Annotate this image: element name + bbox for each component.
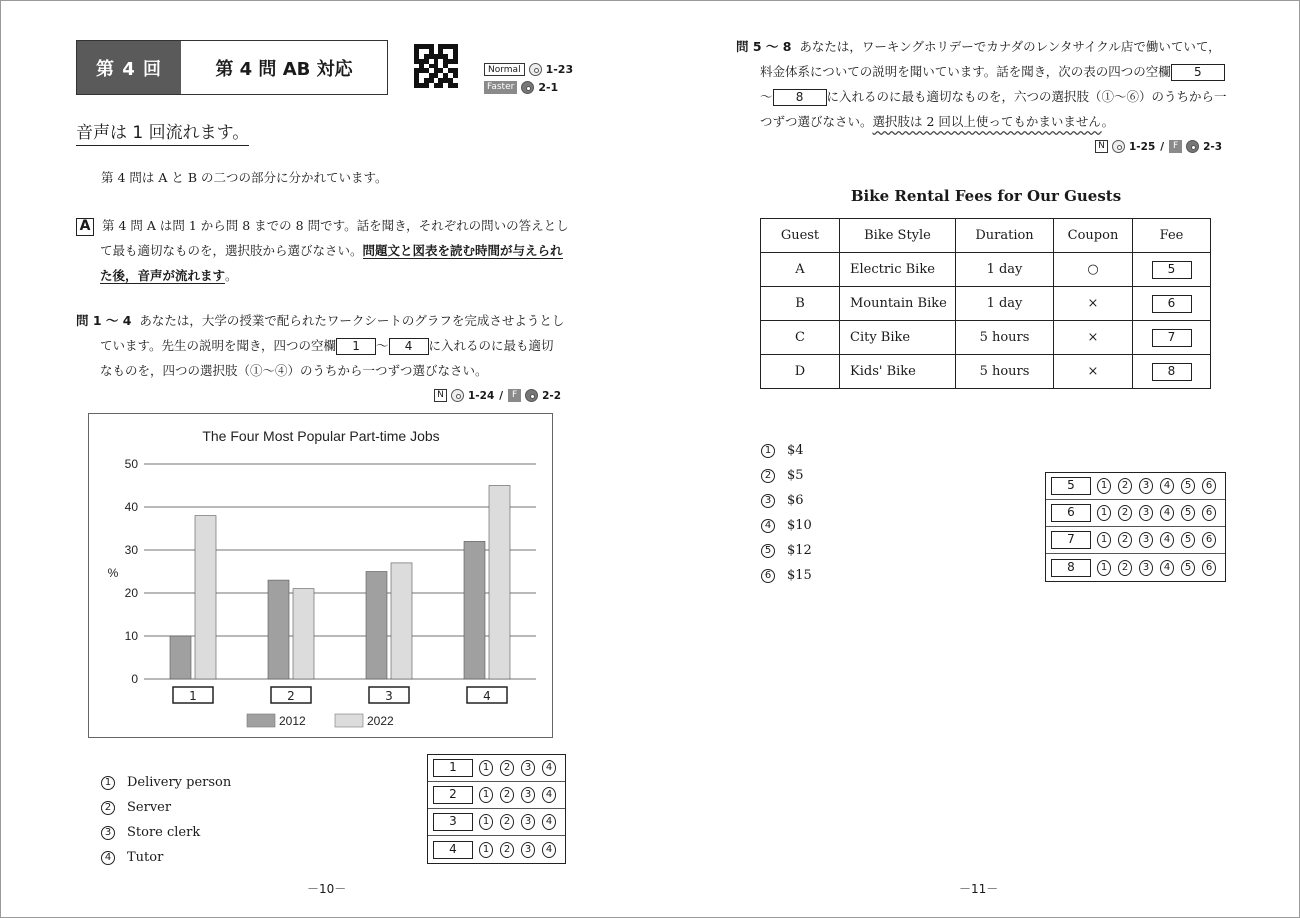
answer-bubble[interactable]: 3 [1139, 560, 1153, 576]
answer-row [428, 755, 565, 782]
round-label: 第 4 回 [77, 41, 181, 94]
fee-blank: 8 [1152, 363, 1192, 381]
cell-coupon: × [1054, 321, 1133, 355]
qr-code-icon[interactable] [414, 44, 458, 88]
cell-guest: D [761, 355, 840, 389]
blank-1: 1 [336, 338, 376, 355]
intro-text: 第 4 問は A と B の二つの部分に分かれています。 [101, 170, 388, 185]
cd-icon [1112, 140, 1125, 153]
option-item [761, 563, 812, 588]
answer-row [428, 809, 565, 836]
legend-label: 2022 [367, 714, 394, 728]
cd-icon [525, 389, 538, 402]
option-number: 5 [761, 544, 775, 558]
answer-bubble[interactable]: 2 [1118, 560, 1132, 576]
answer-bubble[interactable]: 5 [1181, 478, 1195, 494]
answer-bubble[interactable]: 3 [521, 787, 535, 803]
answer-bubble[interactable]: 4 [542, 842, 556, 858]
cell-duration: 5 hours [956, 321, 1054, 355]
answer-bubble[interactable]: 1 [479, 842, 493, 858]
tilde: 〜 [376, 338, 389, 353]
cell-coupon: × [1054, 287, 1133, 321]
answer-row [1046, 473, 1225, 500]
bar-2022-cat-2 [293, 589, 314, 679]
answer-bubble[interactable]: 3 [1139, 532, 1153, 548]
header-bike-style: Bike Style [840, 219, 956, 253]
option-text: Delivery person [127, 775, 232, 790]
header-fee: Fee [1133, 219, 1211, 253]
q5-8-tracks [1095, 140, 1222, 153]
y-tick-label: 0 [131, 672, 138, 686]
answer-bubble[interactable]: 2 [500, 814, 514, 830]
part-A-label: A [76, 218, 94, 236]
answer-bubble[interactable]: 4 [542, 760, 556, 776]
answer-bubble[interactable]: 1 [479, 760, 493, 776]
options-list-5-8 [761, 438, 812, 588]
option-number: 1 [101, 776, 115, 790]
answer-bubble[interactable]: 6 [1202, 560, 1216, 576]
legend-swatch [335, 714, 363, 727]
option-number: 1 [761, 444, 775, 458]
q1-4-line1: あなたは，大学の授業で配られたワークシートのグラフを完成させようとし [139, 313, 565, 328]
options-list-1-4 [101, 770, 231, 870]
q5-8-label: 問 5 〜 8 [736, 39, 792, 54]
audio-once-heading: 音声は 1 回流れます。 [76, 118, 249, 146]
header-coupon: Coupon [1054, 219, 1133, 253]
answer-bubble[interactable]: 4 [1160, 505, 1174, 521]
answer-number: 1 [433, 759, 473, 777]
answer-number: 5 [1051, 477, 1091, 495]
y-tick-label: 30 [124, 543, 138, 557]
q5-8-line1: あなたは，ワーキングホリデーでカナダのレンタサイクル店で働いていて， [799, 39, 1221, 54]
tilde: 〜 [760, 89, 773, 104]
bar-2022-cat-1 [195, 516, 216, 679]
answer-bubble[interactable]: 2 [500, 842, 514, 858]
answer-row [1046, 554, 1225, 581]
option-text: $12 [787, 543, 812, 558]
q1-4-line2b: に入れるのに最も適切 [428, 338, 554, 353]
answer-grid-5-8 [1045, 472, 1226, 582]
x-category-label: 3 [385, 689, 393, 703]
blank-4: 4 [389, 338, 429, 355]
option-item [761, 513, 812, 538]
cell-coupon: ○ [1054, 253, 1133, 287]
partA-instructions [76, 213, 571, 288]
option-number: 3 [761, 494, 775, 508]
option-number: 4 [761, 519, 775, 533]
q5-8-line4-end: 。 [1101, 114, 1115, 129]
answer-number: 8 [1051, 559, 1091, 577]
answer-number: 6 [1051, 504, 1091, 522]
legend-label: 2012 [279, 714, 306, 728]
option-text: $6 [787, 493, 804, 508]
answer-bubble[interactable]: 3 [521, 760, 535, 776]
faster-badge: F [508, 389, 521, 402]
cell-guest: B [761, 287, 840, 321]
option-text: Tutor [127, 850, 164, 865]
track-number: 1-25 [1129, 140, 1156, 153]
y-tick-label: 50 [124, 457, 138, 471]
chart-title: The Four Most Popular Part-time Jobs [202, 428, 440, 444]
answer-bubble[interactable]: 4 [1160, 560, 1174, 576]
partA-underlined-2: た後，音声が流れます [100, 268, 226, 283]
y-tick-label: 20 [124, 586, 138, 600]
answer-bubble[interactable]: 1 [1097, 560, 1111, 576]
track-normal [484, 63, 573, 76]
header-duration: Duration [956, 219, 1054, 253]
option-item [101, 770, 231, 795]
answer-bubble[interactable]: 5 [1181, 560, 1195, 576]
answer-row [1046, 527, 1225, 554]
page-number-left: －10－ [307, 882, 347, 896]
cd-icon [521, 81, 534, 94]
cell-fee [1133, 287, 1211, 321]
bar-2012-cat-1 [170, 636, 191, 679]
track-number: 2-3 [1203, 140, 1223, 153]
option-text: $15 [787, 568, 812, 583]
bar-2012-cat-4 [464, 541, 485, 679]
option-item [761, 463, 812, 488]
answer-number: 2 [433, 786, 473, 804]
q5-8-wavy-note: 選択肢は 2 回以上使ってもかまいません [872, 114, 1102, 129]
legend-swatch [247, 714, 275, 727]
answer-row [428, 836, 565, 863]
answer-bubble[interactable]: 6 [1202, 532, 1216, 548]
fee-blank: 7 [1152, 329, 1192, 347]
partA-line2: て最も適切なものを，選択肢から選びなさい。 [100, 243, 363, 258]
track-number: 1-23 [545, 63, 574, 76]
x-category-label: 2 [287, 689, 295, 703]
answer-bubble[interactable]: 6 [1202, 505, 1216, 521]
cell-style: Kids' Bike [840, 355, 956, 389]
answer-number: 7 [1051, 531, 1091, 549]
option-item [101, 845, 231, 870]
option-item [761, 538, 812, 563]
q1-4-line3: なものを，四つの選択肢（①〜④）のうちから一つずつ選びなさい。 [100, 363, 488, 378]
answer-bubble[interactable]: 6 [1202, 478, 1216, 494]
answer-bubble[interactable]: 1 [1097, 478, 1111, 494]
q5-8-line4: つずつ選びなさい。 [760, 114, 873, 129]
option-item [101, 795, 231, 820]
faster-badge: F [1169, 140, 1182, 153]
cell-fee [1133, 253, 1211, 287]
answer-bubble[interactable]: 3 [521, 814, 535, 830]
answer-bubble[interactable]: 4 [1160, 478, 1174, 494]
track-number: 2-1 [538, 81, 559, 94]
qr-module [453, 83, 458, 88]
q1-4-tracks [434, 389, 561, 402]
option-item [761, 488, 812, 513]
y-tick-label: 40 [124, 500, 138, 514]
answer-bubble[interactable]: 3 [521, 842, 535, 858]
cell-fee [1133, 321, 1211, 355]
blank-8: 8 [773, 89, 827, 106]
option-number: 3 [101, 826, 115, 840]
answer-bubble[interactable]: 1 [1097, 505, 1111, 521]
answer-bubble[interactable]: 1 [479, 814, 493, 830]
table-row [761, 253, 1211, 287]
partA-line3-end: 。 [225, 268, 238, 283]
blank-5: 5 [1171, 64, 1225, 81]
answer-bubble[interactable]: 2 [500, 760, 514, 776]
cell-guest: C [761, 321, 840, 355]
answer-bubble[interactable]: 5 [1181, 532, 1195, 548]
answer-row [1046, 500, 1225, 527]
table-title: Bike Rental Fees for Our Guests [850, 187, 1122, 205]
slash: / [1160, 140, 1165, 153]
option-number: 4 [101, 851, 115, 865]
answer-number: 3 [433, 813, 473, 831]
cell-style: City Bike [840, 321, 956, 355]
q5-8-instructions [736, 34, 1231, 134]
answer-bubble[interactable]: 2 [1118, 478, 1132, 494]
normal-badge: Normal [484, 63, 525, 76]
section-title-box [76, 40, 388, 95]
header-guest: Guest [761, 219, 840, 253]
option-number: 6 [761, 569, 775, 583]
faster-badge: Faster [484, 81, 517, 94]
bar-2012-cat-2 [268, 580, 289, 679]
bar-2022-cat-4 [489, 486, 510, 680]
answer-row [428, 782, 565, 809]
option-item [761, 438, 812, 463]
table-header-row [761, 219, 1211, 253]
cell-fee [1133, 355, 1211, 389]
y-tick-label: 10 [124, 629, 138, 643]
section-title: 第 4 問 AB 対応 [215, 58, 353, 80]
q1-4-line2a: ています。先生の説明を聞き，四つの空欄 [100, 338, 337, 353]
normal-badge: N [434, 389, 447, 402]
answer-bubble[interactable]: 5 [1181, 505, 1195, 521]
x-category-label: 1 [189, 689, 197, 703]
answer-grid-1-4 [427, 754, 566, 864]
cd-icon [1186, 140, 1199, 153]
cd-icon [529, 63, 542, 76]
answer-bubble[interactable]: 2 [500, 787, 514, 803]
cell-guest: A [761, 253, 840, 287]
answer-bubble[interactable]: 1 [479, 787, 493, 803]
table-row [761, 321, 1211, 355]
cd-icon [451, 389, 464, 402]
answer-bubble[interactable]: 1 [1097, 532, 1111, 548]
q5-8-line2: 料金体系についての説明を聞いています。話を聞き，次の表の四つの空欄 [760, 64, 1171, 79]
answer-bubble[interactable]: 4 [1160, 532, 1174, 548]
track-faster [484, 81, 558, 94]
answer-number: 4 [433, 841, 473, 859]
partA-line1: 第 4 問 A は問 1 から問 8 までの 8 問です。話を聞き，それぞれの問いの答えとし [102, 218, 569, 233]
answer-bubble[interactable]: 3 [1139, 478, 1153, 494]
answer-bubble[interactable]: 2 [1118, 532, 1132, 548]
page-number-right: －11－ [959, 882, 999, 896]
table-row [761, 355, 1211, 389]
option-number: 2 [101, 801, 115, 815]
q1-4-instructions [76, 308, 571, 383]
cell-style: Mountain Bike [840, 287, 956, 321]
table-row [761, 287, 1211, 321]
cell-duration: 1 day [956, 253, 1054, 287]
x-category-label: 4 [483, 689, 491, 703]
y-axis-label: % [107, 566, 119, 580]
track-number: 1-24 [468, 389, 495, 402]
option-text: Server [127, 800, 172, 815]
q1-4-label: 問 1 〜 4 [76, 313, 132, 328]
cell-duration: 1 day [956, 287, 1054, 321]
chart-frame [88, 413, 553, 738]
option-text: $10 [787, 518, 812, 533]
answer-bubble[interactable]: 2 [1118, 505, 1132, 521]
bar-2022-cat-3 [391, 563, 412, 679]
cell-duration: 5 hours [956, 355, 1054, 389]
normal-badge: N [1095, 140, 1108, 153]
answer-bubble[interactable]: 4 [542, 814, 556, 830]
answer-bubble[interactable]: 3 [1139, 505, 1153, 521]
option-text: Store clerk [127, 825, 201, 840]
option-text: $5 [787, 468, 804, 483]
slash: / [499, 389, 504, 402]
fee-blank: 6 [1152, 295, 1192, 313]
fee-blank: 5 [1152, 261, 1192, 279]
partA-underlined-1: 問題文と図表を読む時間が与えられ [362, 243, 563, 258]
bar-chart [89, 414, 554, 739]
answer-bubble[interactable]: 4 [542, 787, 556, 803]
bike-fee-table [760, 218, 1211, 389]
option-number: 2 [761, 469, 775, 483]
track-number: 2-2 [542, 389, 562, 402]
cell-style: Electric Bike [840, 253, 956, 287]
cell-coupon: × [1054, 355, 1133, 389]
bar-2012-cat-3 [366, 572, 387, 680]
q5-8-line3: に入れるのに最も適切なものを，六つの選択肢（①〜⑥）のうちから一 [826, 89, 1227, 104]
option-text: $4 [787, 443, 804, 458]
option-item [101, 820, 231, 845]
